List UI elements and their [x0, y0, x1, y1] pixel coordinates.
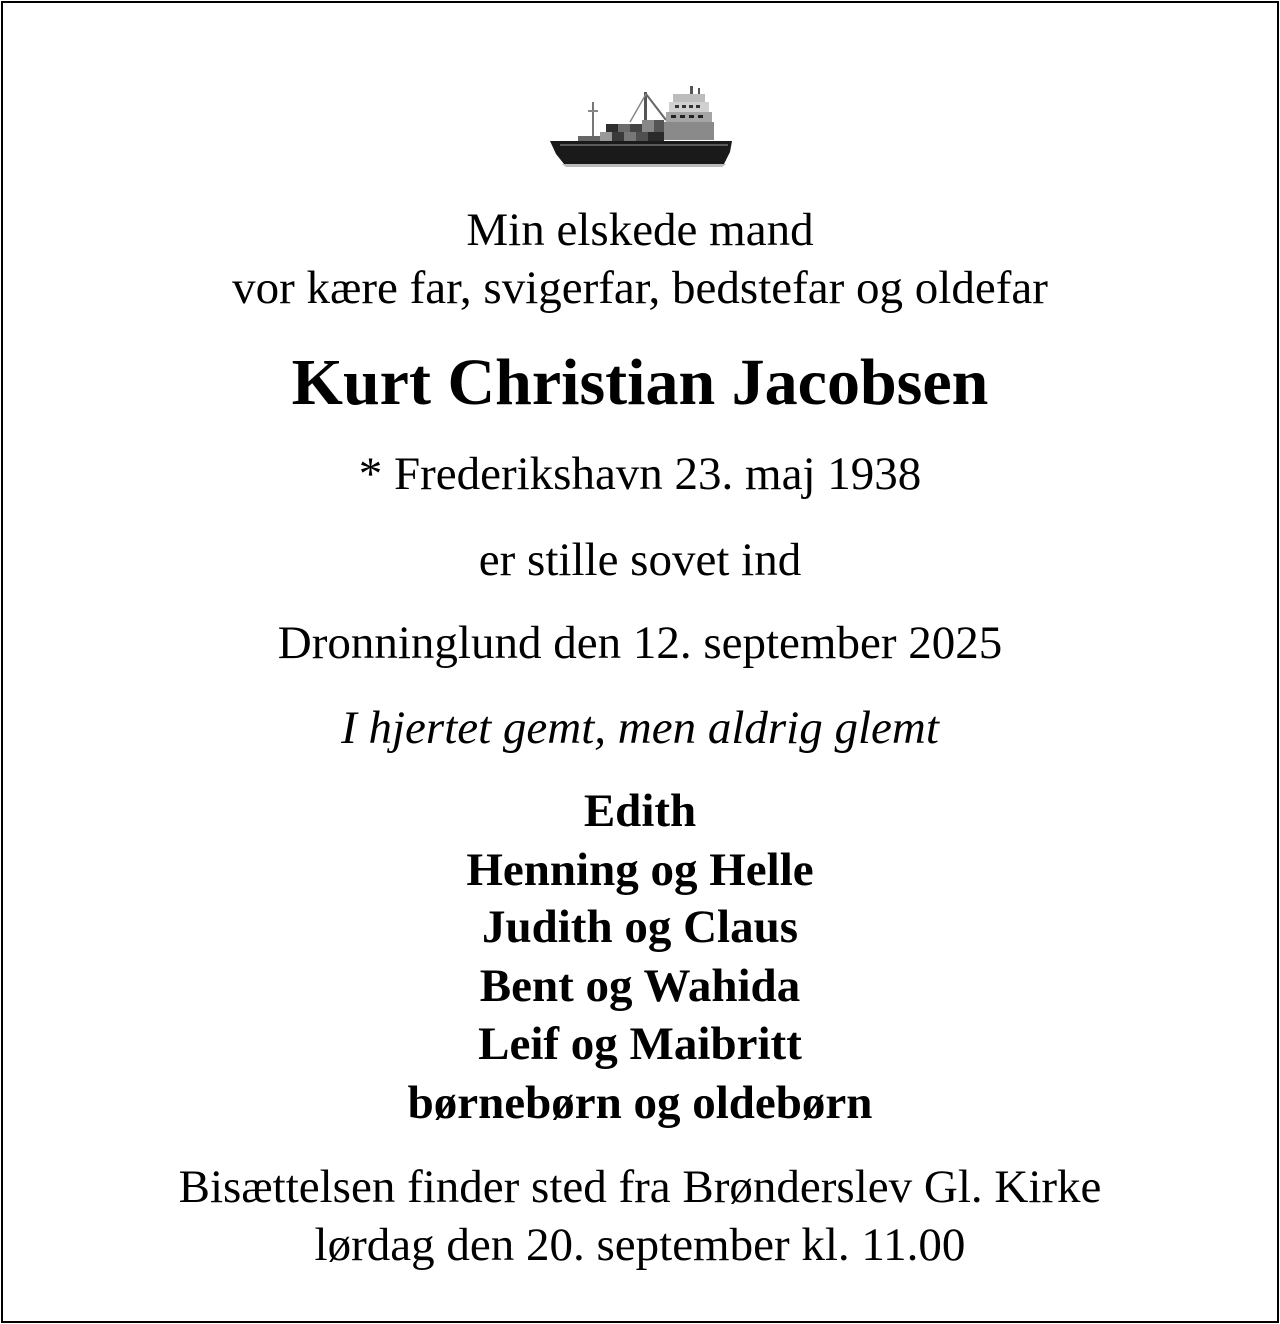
passed-line: er stille sovet ind — [478, 534, 802, 586]
family-line-2: Henning og Helle — [466, 844, 814, 896]
death-place-date: Dronninglund den 12. september 2025 — [277, 617, 1003, 669]
family-line-1: Edith — [583, 785, 697, 837]
family-line-5: Leif og Maibritt — [478, 1018, 802, 1070]
intro-line-2: vor kære far, svigerfar, bedstefar og oldefar — [232, 262, 1048, 314]
funeral-line-2: lørdag den 20. september kl. 11.00 — [314, 1219, 966, 1271]
intro-line-1: Min elskede mand — [466, 204, 814, 256]
deceased-name: Kurt Christian Jacobsen — [291, 346, 989, 419]
family-line-6: børnebørn og oldebørn — [407, 1077, 873, 1129]
memorial-motto: I hjertet gemt, men aldrig glemt — [341, 702, 939, 754]
family-line-3: Judith og Claus — [481, 901, 799, 953]
birth-line: * Frederikshavn 23. maj 1938 — [358, 448, 922, 500]
funeral-line-1: Bisættelsen finder sted fra Brønderslev Gl. Kirke — [178, 1161, 1102, 1213]
family-line-4: Bent og Wahida — [479, 960, 801, 1012]
container-ship-icon — [548, 80, 734, 172]
